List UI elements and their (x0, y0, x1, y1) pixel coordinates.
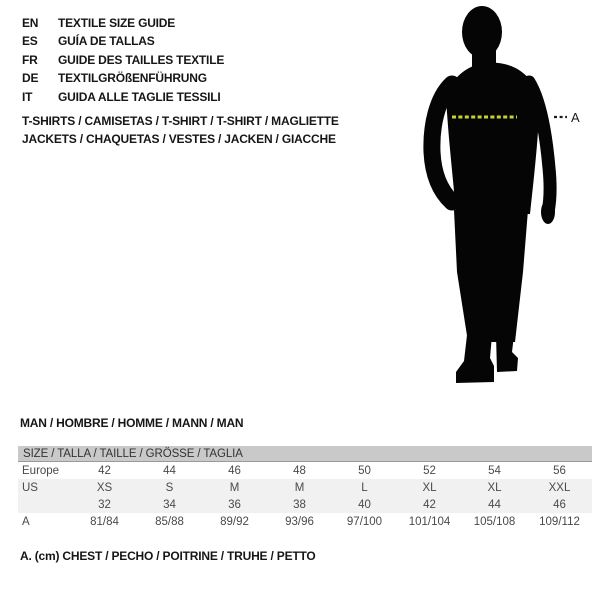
language-label: GUÍA DE TALLAS (58, 34, 155, 49)
table-cell: 54 (488, 464, 501, 477)
row-label: Europe (22, 464, 60, 477)
language-label: GUIDE DES TAILLES TEXTILE (58, 52, 225, 67)
silhouette-left-arm (432, 84, 452, 202)
table-cell: 46 (553, 498, 566, 511)
language-label: TEXTILGRÖßENFÜHRUNG (58, 71, 207, 86)
table-cell: 38 (293, 498, 306, 511)
table-cell: 42 (423, 498, 436, 511)
table-cell: 48 (293, 464, 306, 477)
size-table (18, 446, 592, 530)
language-code: ES (22, 34, 38, 49)
category-tshirts: T-SHIRTS / CAMISETAS / T-SHIRT / T-SHIRT / MAGLIETTE (22, 114, 339, 128)
language-code: IT (22, 89, 33, 104)
table-cell: 36 (228, 498, 241, 511)
table-cell: S (165, 481, 174, 494)
table-cell: XL (487, 481, 502, 494)
table-cell: XS (96, 481, 113, 494)
size-table-grid (18, 462, 592, 530)
row-label (18, 496, 72, 513)
man-silhouette (410, 0, 600, 400)
table-cell: 109/112 (539, 515, 580, 528)
language-code: DE (22, 71, 39, 86)
language-label: TEXTILE SIZE GUIDE (58, 16, 176, 30)
language-code: FR (22, 52, 38, 67)
table-cell: 44 (163, 464, 176, 477)
table-cell: M (229, 481, 240, 494)
silhouette-hips (454, 210, 528, 342)
silhouette-front-leg (456, 335, 494, 383)
section-title: MAN / HOMBRE / HOMME / MANN / MAN (20, 416, 244, 430)
language-row-it (22, 88, 224, 106)
table-cell: 89/92 (220, 515, 249, 528)
table-cell: XL (422, 481, 437, 494)
table-row-uk (18, 496, 592, 513)
language-code: EN (22, 16, 39, 30)
measurement-footnote: A. (cm) CHEST / PECHO / POITRINE / TRUHE / PETTO (20, 549, 316, 563)
table-cell: L (361, 481, 368, 494)
table-cell: 40 (358, 498, 371, 511)
table-cell: 81/84 (90, 515, 119, 528)
table-cell: 52 (423, 464, 436, 477)
table-row-chest (18, 513, 592, 530)
table-cell: 85/88 (155, 515, 184, 528)
table-cell: 93/96 (285, 515, 314, 528)
table-cell: 50 (358, 464, 371, 477)
table-row-europe (18, 462, 592, 479)
language-label: GUIDA ALLE TAGLIE TESSILI (58, 89, 221, 104)
language-row-en (22, 14, 224, 32)
language-list (22, 14, 224, 106)
table-cell: 97/100 (346, 515, 383, 528)
table-row-us (18, 479, 592, 496)
row-label: US (22, 481, 38, 494)
size-table-header: SIZE / TALLA / TAILLE / GRÖSSE / TAGLIA (18, 446, 592, 462)
row-label: A (22, 515, 30, 528)
table-cell: M (294, 481, 305, 494)
category-jackets: JACKETS / CHAQUETAS / VESTES / JACKEN / GIACCHE (22, 132, 336, 146)
table-cell: 101/104 (408, 515, 451, 528)
table-cell: 105/108 (473, 515, 516, 528)
table-cell: 42 (98, 464, 111, 477)
table-cell: XXL (548, 481, 571, 494)
table-cell: 46 (228, 464, 241, 477)
category-lines (22, 112, 339, 148)
table-cell: 32 (98, 498, 111, 511)
table-cell: 44 (488, 498, 501, 511)
language-row-fr (22, 51, 224, 69)
measurement-label-a: A (571, 110, 580, 125)
silhouette-body (446, 6, 555, 383)
language-row-de (22, 69, 224, 87)
table-cell: 34 (163, 498, 176, 511)
language-row-es (22, 32, 224, 50)
table-cell: 56 (553, 464, 566, 477)
